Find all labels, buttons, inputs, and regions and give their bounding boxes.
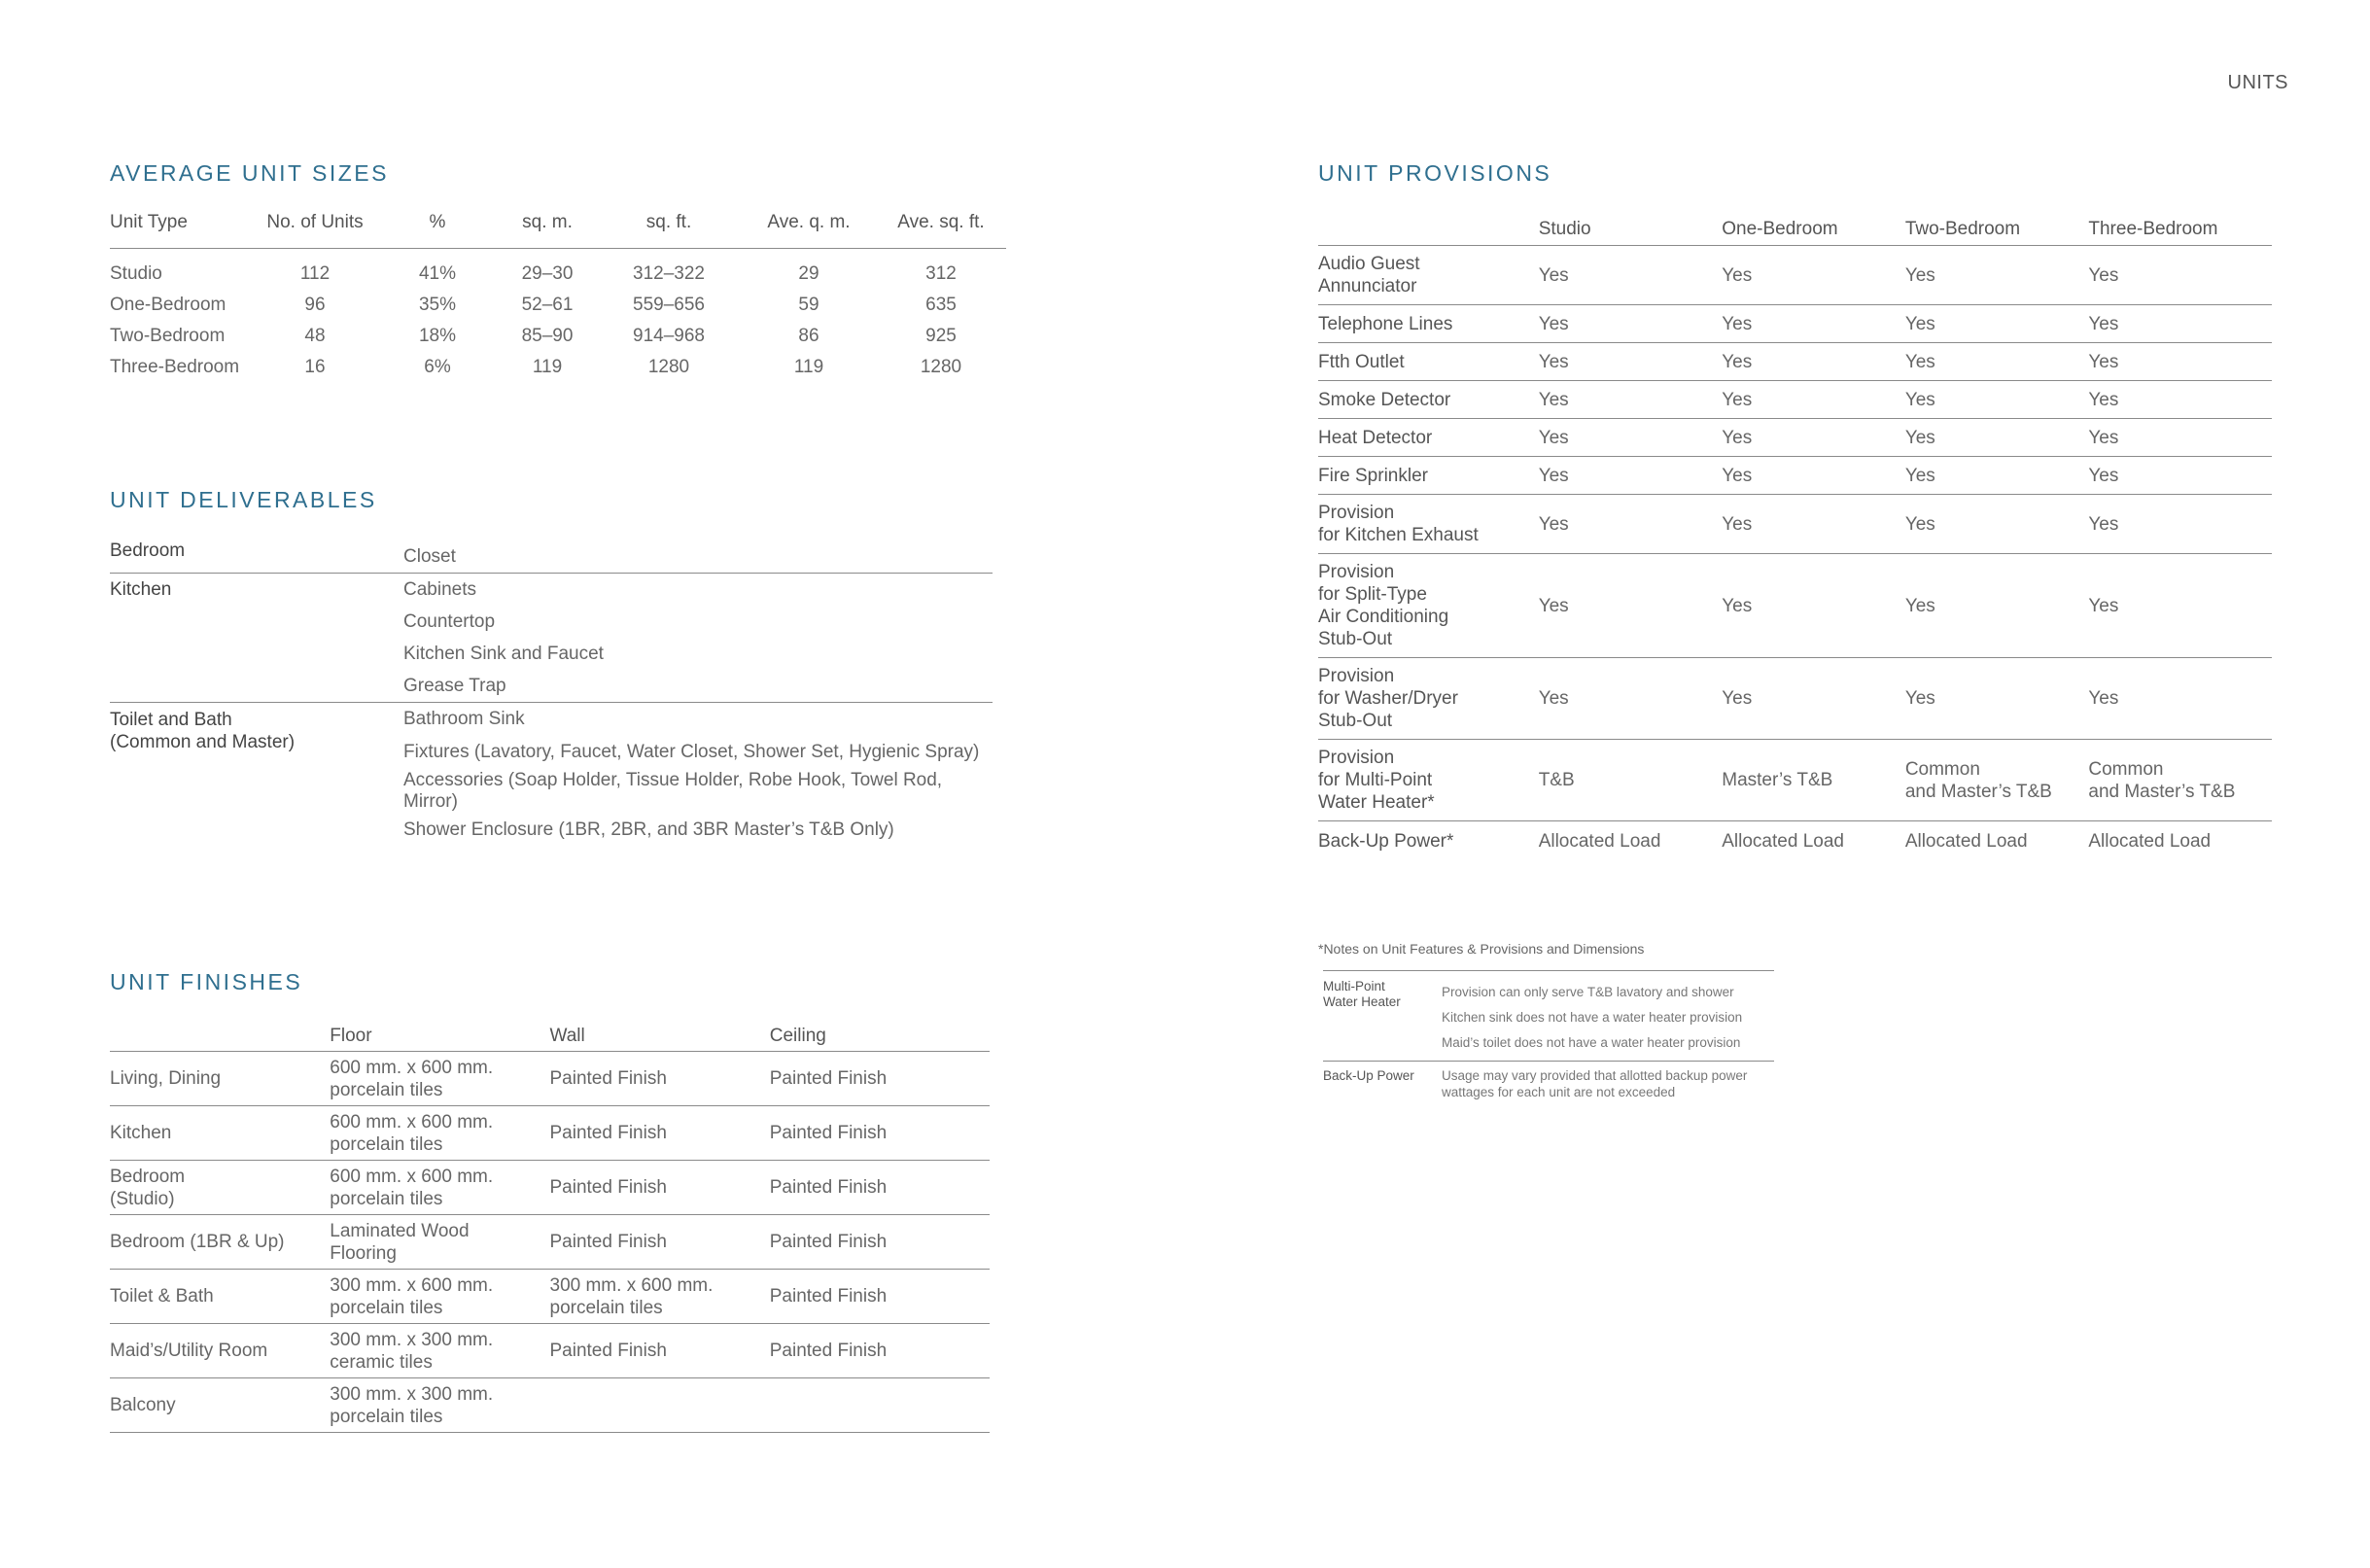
table-cell: 119 [532, 357, 563, 377]
row-label: Kitchen [110, 1106, 330, 1161]
table-cell: 1280 [647, 357, 690, 377]
row-label: Heat Detector [1318, 419, 1539, 457]
row-label: Telephone Lines [1318, 305, 1539, 343]
table-row [1323, 971, 1774, 1005]
table-cell: 559–656 [633, 295, 705, 315]
row-label: Provision for Multi-Point Water Heater* [1318, 740, 1539, 821]
table-cell: 925 [925, 326, 957, 346]
row-label: Balcony [110, 1378, 330, 1433]
table-cell: Yes [1722, 305, 1905, 343]
average-unit-sizes-title: AVERAGE UNIT SIZES [110, 160, 389, 186]
table-header-row [110, 212, 1006, 249]
table-cell: Painted Finish [770, 1052, 990, 1106]
table-cell: Yes [2088, 419, 2272, 457]
table-row [110, 352, 1006, 383]
table-cell: 18% [418, 326, 457, 346]
table-cell: 1280 [920, 357, 962, 377]
table-cell: Yes [2088, 554, 2272, 658]
row-label: Back-Up Power* [1318, 830, 1454, 852]
table-row [110, 1378, 990, 1433]
unit-deliverables-table [110, 540, 993, 847]
table-row [110, 703, 993, 736]
table-header-row [1318, 214, 2272, 246]
note-line: Kitchen sink does not have a water heater provision [1442, 1009, 1743, 1025]
table-cell: Yes [2088, 305, 2272, 343]
table-row [1323, 1062, 1774, 1101]
table-row [110, 1161, 990, 1215]
table-cell: 119 [793, 357, 824, 377]
column-header: Ave. q. m. [742, 212, 876, 249]
deliverable-item: Closet [403, 540, 993, 574]
column-header: sq. m. [499, 212, 596, 249]
deliverable-item: Kitchen Sink and Faucet [403, 643, 604, 664]
deliverable-item: Shower Enclosure (1BR, 2BR, and 3BR Master’s T&B Only) [403, 819, 894, 840]
deliverable-item: Bathroom Sink [403, 703, 993, 736]
table-cell: Yes [1905, 246, 2089, 305]
notes-title: *Notes on Unit Features & Provisions and Dimensions [1318, 941, 1645, 957]
row-label: Provision for Kitchen Exhaust [1318, 495, 1539, 554]
deliverable-item: Accessories (Soap Holder, Tissue Holder, Robe Hook, Towel Rod, Mirror) [403, 770, 943, 812]
note-label: Back-Up Power [1323, 1062, 1442, 1101]
table-cell: 635 [925, 295, 957, 315]
deliverable-group-label: Kitchen [110, 579, 172, 600]
table-row [110, 1052, 990, 1106]
table-row [1318, 821, 2272, 861]
table-cell: 59 [798, 295, 819, 315]
row-label: Audio Guest Annunciator [1318, 246, 1539, 305]
table-cell: Yes [1539, 305, 1723, 343]
table-cell: Yes [1905, 419, 2089, 457]
table-row [110, 290, 1006, 321]
unit-provisions-table [1318, 214, 2272, 860]
table-cell: 16 [304, 357, 326, 377]
table-cell: 85–90 [521, 326, 574, 346]
table-cell: 300 mm. x 600 mm. porcelain tiles [550, 1270, 770, 1324]
table-cell: 35% [418, 295, 457, 315]
table-cell: 312 [925, 263, 957, 284]
column-header: No. of Units [254, 212, 376, 249]
column-header: Ave. sq. ft. [876, 212, 1006, 249]
table-cell: Yes [1905, 457, 2089, 495]
table-cell: Yes [1722, 554, 1905, 658]
table-cell: Yes [1905, 343, 2089, 381]
table-cell: Allocated Load [2088, 830, 2212, 852]
table-cell: Yes [1905, 658, 2089, 740]
table-cell: Yes [2088, 343, 2272, 381]
table-cell: Painted Finish [770, 1215, 990, 1270]
deliverable-item: Fixtures (Lavatory, Faucet, Water Closet, Shower Set, Hygienic Spray) [403, 742, 980, 762]
unit-finishes-title: UNIT FINISHES [110, 969, 303, 994]
table-cell: 312–322 [633, 263, 705, 284]
table-cell: Painted Finish [770, 1106, 990, 1161]
table-cell: Yes [1722, 495, 1905, 554]
table-cell: Yes [1722, 419, 1905, 457]
table-cell: 300 mm. x 600 mm. porcelain tiles [330, 1270, 549, 1324]
table-cell: Yes [1539, 343, 1723, 381]
table-cell: 29 [798, 263, 819, 284]
table-cell: 300 mm. x 300 mm. ceramic tiles [330, 1324, 549, 1378]
table-cell: Yes [1722, 343, 1905, 381]
column-header: Two-Bedroom [1905, 214, 2089, 246]
table-cell: Painted Finish [770, 1270, 990, 1324]
table-cell: Master’s T&B [1722, 740, 1905, 821]
table-cell: Painted Finish [770, 1161, 990, 1215]
deliverable-item: Cabinets [403, 578, 476, 600]
table-cell: Two-Bedroom [110, 326, 226, 346]
deliverable-group-label: Bedroom [110, 540, 403, 574]
table-cell: Yes [1539, 554, 1723, 658]
column-header: One-Bedroom [1722, 214, 1905, 246]
table-row [1318, 381, 2272, 419]
table-cell: 112 [299, 263, 331, 284]
table-cell: 914–968 [633, 326, 705, 346]
table-cell: T&B [1539, 740, 1723, 821]
row-label: Provision for Washer/Dryer Stub-Out [1318, 658, 1539, 740]
table-row [110, 1270, 990, 1324]
table-cell: 96 [304, 295, 326, 315]
table-row [1318, 419, 2272, 457]
table-cell: Studio [110, 263, 162, 284]
note-line: Maid’s toilet does not have a water heater provision [1442, 1034, 1741, 1050]
table-cell: Yes [1905, 381, 2089, 419]
table-cell: Yes [1539, 457, 1723, 495]
row-label: Fire Sprinkler [1318, 457, 1539, 495]
unit-provisions-title: UNIT PROVISIONS [1318, 160, 1552, 186]
table-row [110, 540, 993, 574]
table-row [110, 574, 993, 607]
table-row [1318, 554, 2272, 658]
table-cell: Yes [1905, 554, 2089, 658]
page-label: UNITS [2227, 72, 2288, 93]
column-header: Floor [330, 1022, 549, 1052]
table-row [110, 1215, 990, 1270]
table-cell: 300 mm. x 300 mm. porcelain tiles [330, 1378, 549, 1433]
column-header: % [376, 212, 499, 249]
table-cell: 600 mm. x 600 mm. porcelain tiles [330, 1161, 549, 1215]
column-header [1318, 214, 1539, 246]
table-cell: One-Bedroom [110, 295, 227, 315]
average-unit-sizes-table [110, 212, 1006, 383]
table-row [1318, 658, 2272, 740]
table-cell: Common and Master’s T&B [2088, 740, 2272, 821]
row-label: Bedroom (Studio) [110, 1161, 330, 1215]
column-header: Three-Bedroom [2088, 214, 2272, 246]
table-cell: Yes [2088, 381, 2272, 419]
row-label: Living, Dining [110, 1052, 330, 1106]
column-header: Studio [1539, 214, 1723, 246]
table-cell: Painted Finish [770, 1324, 990, 1378]
table-row [1318, 457, 2272, 495]
table-row [110, 321, 1006, 352]
table-row [1318, 495, 2272, 554]
table-cell: Yes [1539, 246, 1723, 305]
column-header [110, 1022, 330, 1052]
table-cell: Yes [1722, 457, 1905, 495]
table-row [110, 1324, 990, 1378]
row-label: Ftth Outlet [1318, 343, 1539, 381]
table-cell: Yes [1905, 495, 2089, 554]
table-cell: Laminated Wood Flooring [330, 1215, 549, 1270]
table-cell: 600 mm. x 600 mm. porcelain tiles [330, 1106, 549, 1161]
note-line: Usage may vary provided that allotted backup power wattages for each unit are not exceeded [1442, 1062, 1774, 1101]
table-cell [770, 1378, 990, 1433]
table-cell: Yes [2088, 457, 2272, 495]
column-header: Wall [550, 1022, 770, 1052]
table-cell: Yes [2088, 658, 2272, 740]
table-row [1318, 740, 2272, 821]
row-label: Toilet & Bath [110, 1270, 330, 1324]
table-cell: Yes [2088, 246, 2272, 305]
table-cell: Yes [1539, 419, 1723, 457]
row-label: Smoke Detector [1318, 381, 1539, 419]
table-cell: Yes [1905, 305, 2089, 343]
column-header: sq. ft. [596, 212, 742, 249]
table-cell: 600 mm. x 600 mm. porcelain tiles [330, 1052, 549, 1106]
table-cell: Allocated Load [1538, 830, 1661, 852]
table-cell: Yes [1722, 381, 1905, 419]
unit-deliverables-title: UNIT DELIVERABLES [110, 487, 377, 512]
row-label: Bedroom (1BR & Up) [110, 1215, 330, 1270]
deliverable-group-label: Toilet and Bath (Common and Master) [110, 703, 403, 848]
table-cell: Painted Finish [550, 1052, 770, 1106]
note-label: Multi-Point Water Heater [1323, 979, 1401, 1009]
deliverable-item: Grease Trap [403, 675, 506, 696]
row-label: Provision for Split-Type Air Conditioning Stub-Out [1318, 554, 1539, 658]
notes-table [1323, 970, 1774, 1100]
table-cell: 41% [418, 263, 457, 284]
table-cell: Common and Master’s T&B [1905, 740, 2089, 821]
table-row [110, 1106, 990, 1161]
table-cell: Allocated Load [1722, 830, 1844, 852]
table-row [1318, 305, 2272, 343]
table-cell: 48 [304, 326, 326, 346]
table-cell: Painted Finish [550, 1106, 770, 1161]
table-cell: 86 [798, 326, 819, 346]
table-cell: 6% [424, 357, 451, 377]
table-cell: Yes [1539, 381, 1723, 419]
table-row [110, 249, 1006, 291]
table-cell: Yes [1539, 495, 1723, 554]
column-header: Unit Type [110, 212, 254, 249]
table-header-row [110, 1022, 990, 1052]
column-header: Ceiling [770, 1022, 990, 1052]
table-cell: Allocated Load [1904, 830, 2028, 852]
table-cell: Painted Finish [550, 1161, 770, 1215]
table-cell: Yes [2088, 495, 2272, 554]
table-cell: Yes [1722, 658, 1905, 740]
table-cell: Painted Finish [550, 1324, 770, 1378]
table-cell: Three-Bedroom [110, 357, 240, 377]
row-label: Maid’s/Utility Room [110, 1324, 330, 1378]
table-cell: Yes [1539, 658, 1723, 740]
table-cell: Yes [1722, 246, 1905, 305]
table-cell: Painted Finish [550, 1215, 770, 1270]
deliverable-item: Countertop [403, 610, 496, 632]
table-row [1318, 246, 2272, 305]
unit-finishes-table [110, 1022, 990, 1433]
table-cell: 29–30 [521, 263, 574, 284]
table-row [1318, 343, 2272, 381]
note-line: Provision can only serve T&B lavatory and shower [1442, 984, 1734, 999]
table-cell [550, 1378, 770, 1433]
table-cell: 52–61 [521, 295, 574, 315]
